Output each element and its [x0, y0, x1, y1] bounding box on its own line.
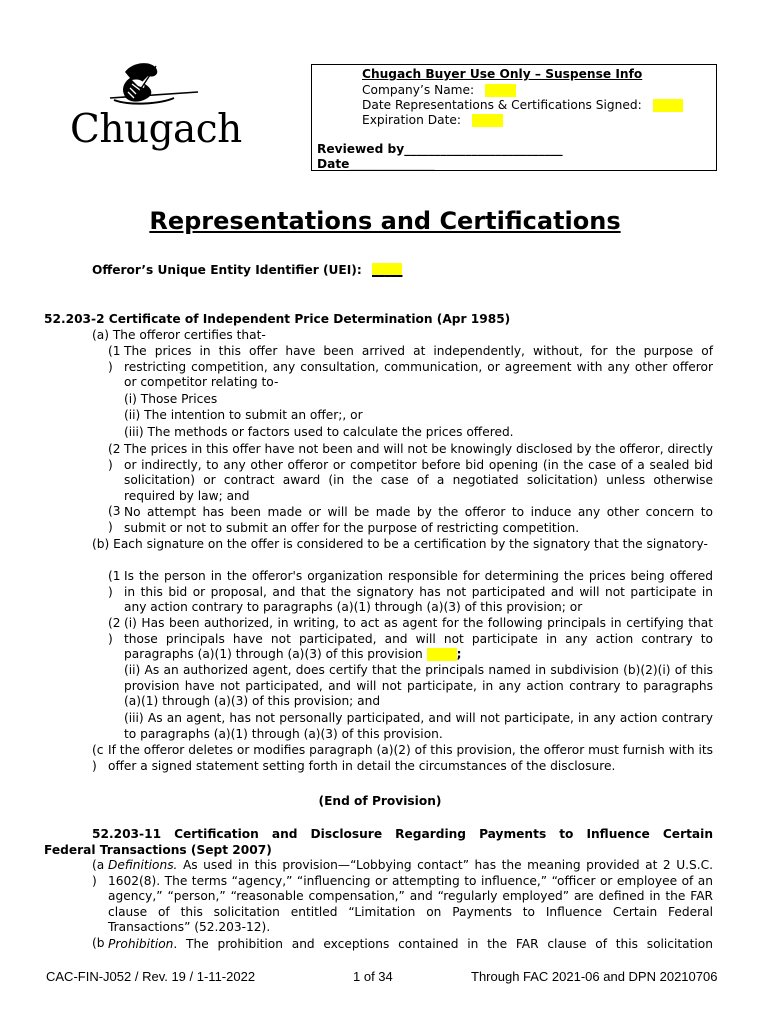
paragraph-definitions: [108, 858, 713, 936]
company-name-label: Company’s Name:: [362, 83, 475, 97]
item-paren: ): [92, 874, 97, 888]
paragraph-b: (b) Each signature on the offer is considered to be a certification by the signatory that the signatory-: [92, 537, 708, 551]
section-heading-52-203-2: 52.203-2 Certificate of Independent Price Determination (Apr 1985): [44, 312, 511, 326]
item-number: (1: [108, 344, 121, 358]
reviewed-by-line: Reviewed by__________________________: [317, 142, 563, 156]
logo-wordmark: Chugach: [70, 107, 242, 152]
uei-label: Offeror’s Unique Entity Identifier (UEI):: [92, 263, 362, 277]
prohibition-text: . The prohibition and exceptions contained in the FAR clause of this solicitation: [173, 937, 713, 951]
item-paren: ): [108, 585, 113, 599]
paragraph-prohibition: [108, 937, 713, 953]
paragraph-a2: The prices in this offer have not been and will not be knowingly disclosed by the offeror, directly or indirectly, to any other offeror or competitor before bid opening (in the case of a sealed bid solicitation) or contract award (in the case of a negotiated solicitation) unless otherwise required by law; and: [124, 442, 713, 503]
paragraph-a3: No attempt has been made or will be made by the offeror to induce any other concern to submit or not to submit an offer for the purpose of restricting competition.: [124, 505, 713, 535]
paragraph-b2-ii: (ii) As an authorized agent, does certify that the principals named in subdivision (b)(2)(i) of this provision have not participated, and will not participate, in any action contrary to paragraphs (a)(1) through (a)(3) of this provision; and: [124, 663, 713, 709]
item-number: (2: [108, 442, 121, 456]
date-line: Date______________: [317, 157, 435, 171]
expiration-label: Expiration Date:: [362, 113, 461, 127]
paragraph-c: If the offeror deletes or modifies paragraph (a)(2) of this provision, the offeror must furnish with its offer a signed statement setting forth in detail the circumstances of the disclosure.: [108, 743, 713, 773]
item-paren: ): [108, 520, 113, 534]
end-of-provision: (End of Provision): [318, 794, 442, 808]
paragraph-a: (a) The offeror certifies that-: [92, 328, 266, 342]
paragraph-b2-iii: (iii) As an agent, has not personally participated, and will not participate, in any action contrary to paragraphs (a)(1) through (a)(3) of this provision.: [124, 711, 713, 741]
paragraph-a1-iii: (iii) The methods or factors used to calculate the prices offered.: [124, 425, 514, 439]
item-number: (1: [108, 569, 121, 583]
expiration-highlight[interactable]: [472, 114, 503, 127]
paragraph-a1-ii: (ii) The intention to submit an offer;, or: [124, 408, 363, 422]
item-number: (c: [92, 743, 104, 757]
item-number: (b: [92, 936, 105, 950]
paragraph-a1-i: (i) Those Prices: [124, 392, 218, 406]
item-number: (3: [108, 504, 121, 518]
footer-fac-version: Through FAC 2021-06 and DPN 20210706: [471, 969, 718, 984]
item-paren: ): [108, 632, 113, 646]
footer-page-number: 1 of 34: [353, 969, 393, 984]
company-name-highlight[interactable]: [485, 84, 516, 97]
footer-doc-id: CAC-FIN-J052 / Rev. 19 / 1-11-2022: [46, 969, 256, 984]
uei-value[interactable]: _____: [372, 263, 403, 277]
section-heading-52-203-11: 52.203-11 Certification and Disclosure Regarding Payments to Influence Certain: [92, 827, 713, 841]
suspense-info-box: [311, 64, 717, 171]
company-name-field: [362, 83, 516, 99]
paragraph-b2-i-text: (i) Has been authorized, in writing, to act as agent for the following principals in certifying that those principals have not participated, and will not participate in any action contrary to paragraphs (a)(1) through (a)(3) of this provision: [124, 616, 713, 662]
item-number: (2: [108, 616, 121, 630]
principals-highlight[interactable]: [427, 648, 457, 661]
item-number: (a: [92, 858, 105, 872]
date-signed-label: Date Representations & Certifications Signed:: [362, 98, 642, 112]
prohibition-label: Prohibition: [108, 937, 174, 951]
item-paren: ): [108, 360, 113, 374]
paragraph-b1: Is the person in the offeror's organization responsible for determining the prices being offered in this bid or proposal, and that the signatory has not participated and will not participate in any action contrary to paragraphs (a)(1) through (a)(3) of this provision; or: [124, 569, 713, 615]
date-signed-highlight[interactable]: [653, 99, 683, 112]
item-paren: ): [108, 458, 113, 472]
definitions-text: As used in this provision—“Lobbying contact” has the meaning provided at 2 U.S.C. 1602(8). The terms “agency,” “influencing or attempting to influence,” “officer or employee of an agency,” “person,” “reasonable compensation,” and “regularly employed” are defined in the FAR clause of this solicitation entitled “Limitation on Payments to Influence Certain Federal Transactions” (52.203-12).: [108, 858, 713, 935]
expiration-field: [362, 113, 503, 129]
paragraph-b2-i: [124, 616, 713, 663]
section-heading-52-203-11-cont: Federal Transactions (Sept 2007): [44, 843, 272, 857]
semicolon: ;: [456, 647, 462, 662]
item-paren: ): [92, 759, 97, 773]
paragraph-a1: The prices in this offer have been arrived at independently, without, for the purpose of restricting competition, any consultation, communication, or agreement with any other offeror or competitor relating to-: [124, 344, 713, 390]
date-signed-field: [362, 98, 683, 114]
definitions-label: Definitions.: [108, 858, 178, 872]
uei-field: [92, 263, 402, 279]
document-title: Representations and Certifications: [149, 207, 621, 235]
suspense-title: Chugach Buyer Use Only – Suspense Info: [362, 67, 643, 81]
